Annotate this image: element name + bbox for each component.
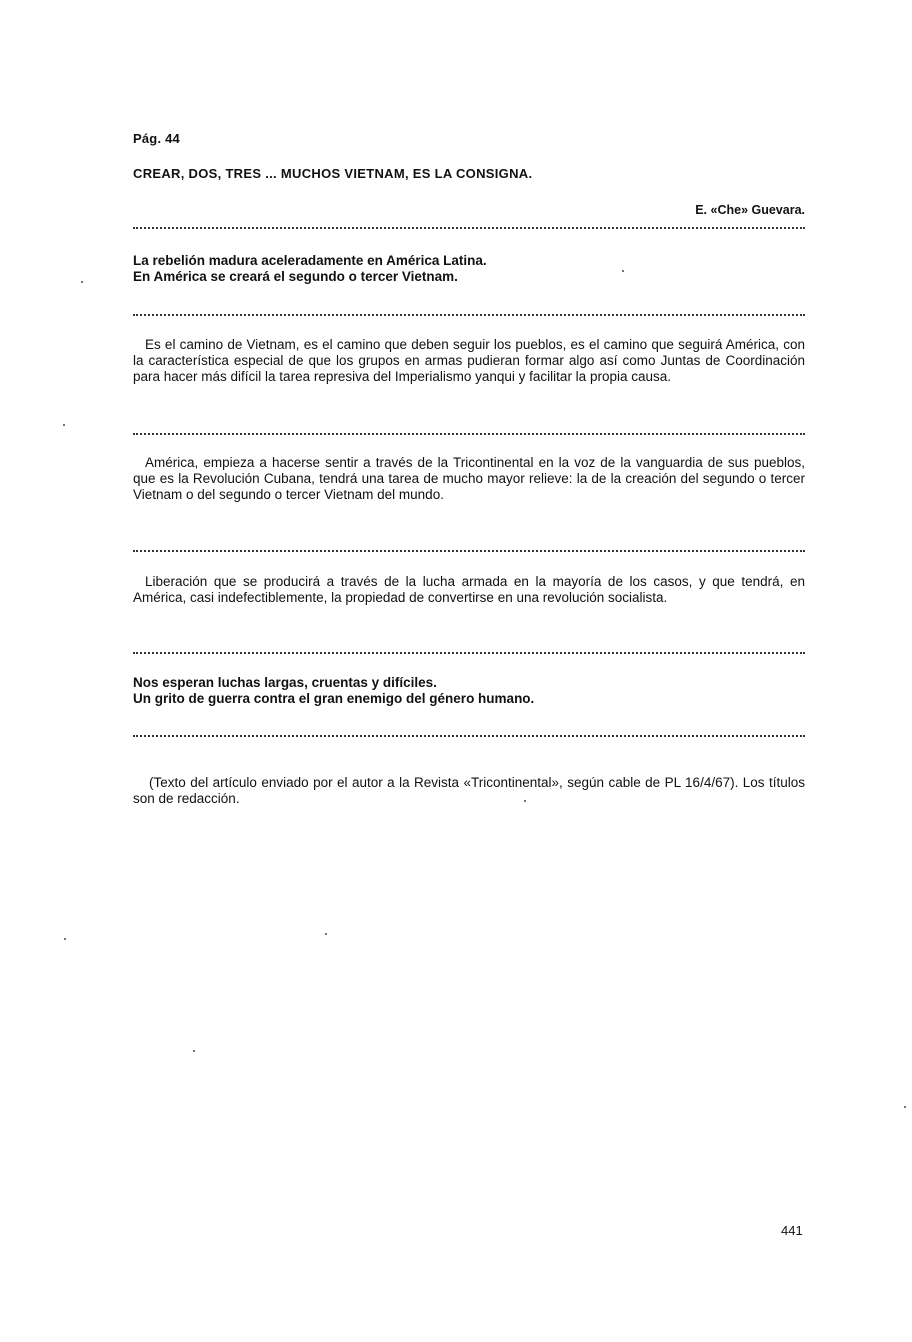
scan-speck — [81, 281, 83, 283]
source-note: (Texto del artículo enviado por el autor a la Revista «Tricontinental», según cable de PL 16/4/67). Los títulos son de redacción. — [133, 775, 805, 806]
headline-line: Un grito de guerra contra el gran enemigo del género humano. — [133, 691, 535, 706]
dotted-separator — [133, 550, 805, 554]
dotted-separator — [133, 314, 805, 318]
paragraph-3: Liberación que se producirá a través de la lucha armada en la mayoría de los casos, y que tendrá, en América, casi indefectiblemente, la propiedad de convertirse en una revolución socialista. — [133, 574, 805, 605]
dotted-separator — [133, 433, 805, 437]
headline-block-2 — [133, 675, 805, 707]
article-author: E. «Che» Guevara. — [695, 203, 805, 217]
scan-speck — [524, 800, 526, 802]
scan-speck — [63, 424, 65, 426]
scan-speck — [64, 938, 66, 940]
scan-speck — [622, 270, 624, 272]
dotted-separator — [133, 227, 805, 231]
scan-speck — [193, 1050, 195, 1052]
dotted-separator — [133, 652, 805, 656]
headline-line: La rebelión madura aceleradamente en América Latina. — [133, 253, 487, 268]
headline-line: En América se creará el segundo o tercer Vietnam. — [133, 269, 458, 284]
headline-line: Nos esperan luchas largas, cruentas y difíciles. — [133, 675, 437, 690]
paragraph-2: América, empieza a hacerse sentir a través de la Tricontinental en la voz de la vanguardia de sus pueblos, que es la Revolución Cubana, tendrá una tarea de mucho mayor relieve: la de la creación del segundo o tercer Vietnam o del segundo o tercer Vietnam del mundo. — [133, 455, 805, 502]
page-reference: Pág. 44 — [133, 131, 180, 146]
page-number: 441 — [781, 1223, 803, 1238]
paragraph-1: Es el camino de Vietnam, es el camino que deben seguir los pueblos, es el camino que seguirá América, con la característica especial de que los grupos en armas pudieran formar algo así como Juntas de Coordinación para hacer más difícil la tarea represiva del Imperialismo yanqui y facilitar la propia causa. — [133, 337, 805, 384]
scan-speck — [904, 1106, 906, 1108]
dotted-separator — [133, 735, 805, 739]
article-title: CREAR, DOS, TRES ... MUCHOS VIETNAM, ES LA CONSIGNA. — [133, 166, 533, 181]
scan-speck — [325, 933, 327, 935]
headline-block-1 — [133, 253, 805, 285]
